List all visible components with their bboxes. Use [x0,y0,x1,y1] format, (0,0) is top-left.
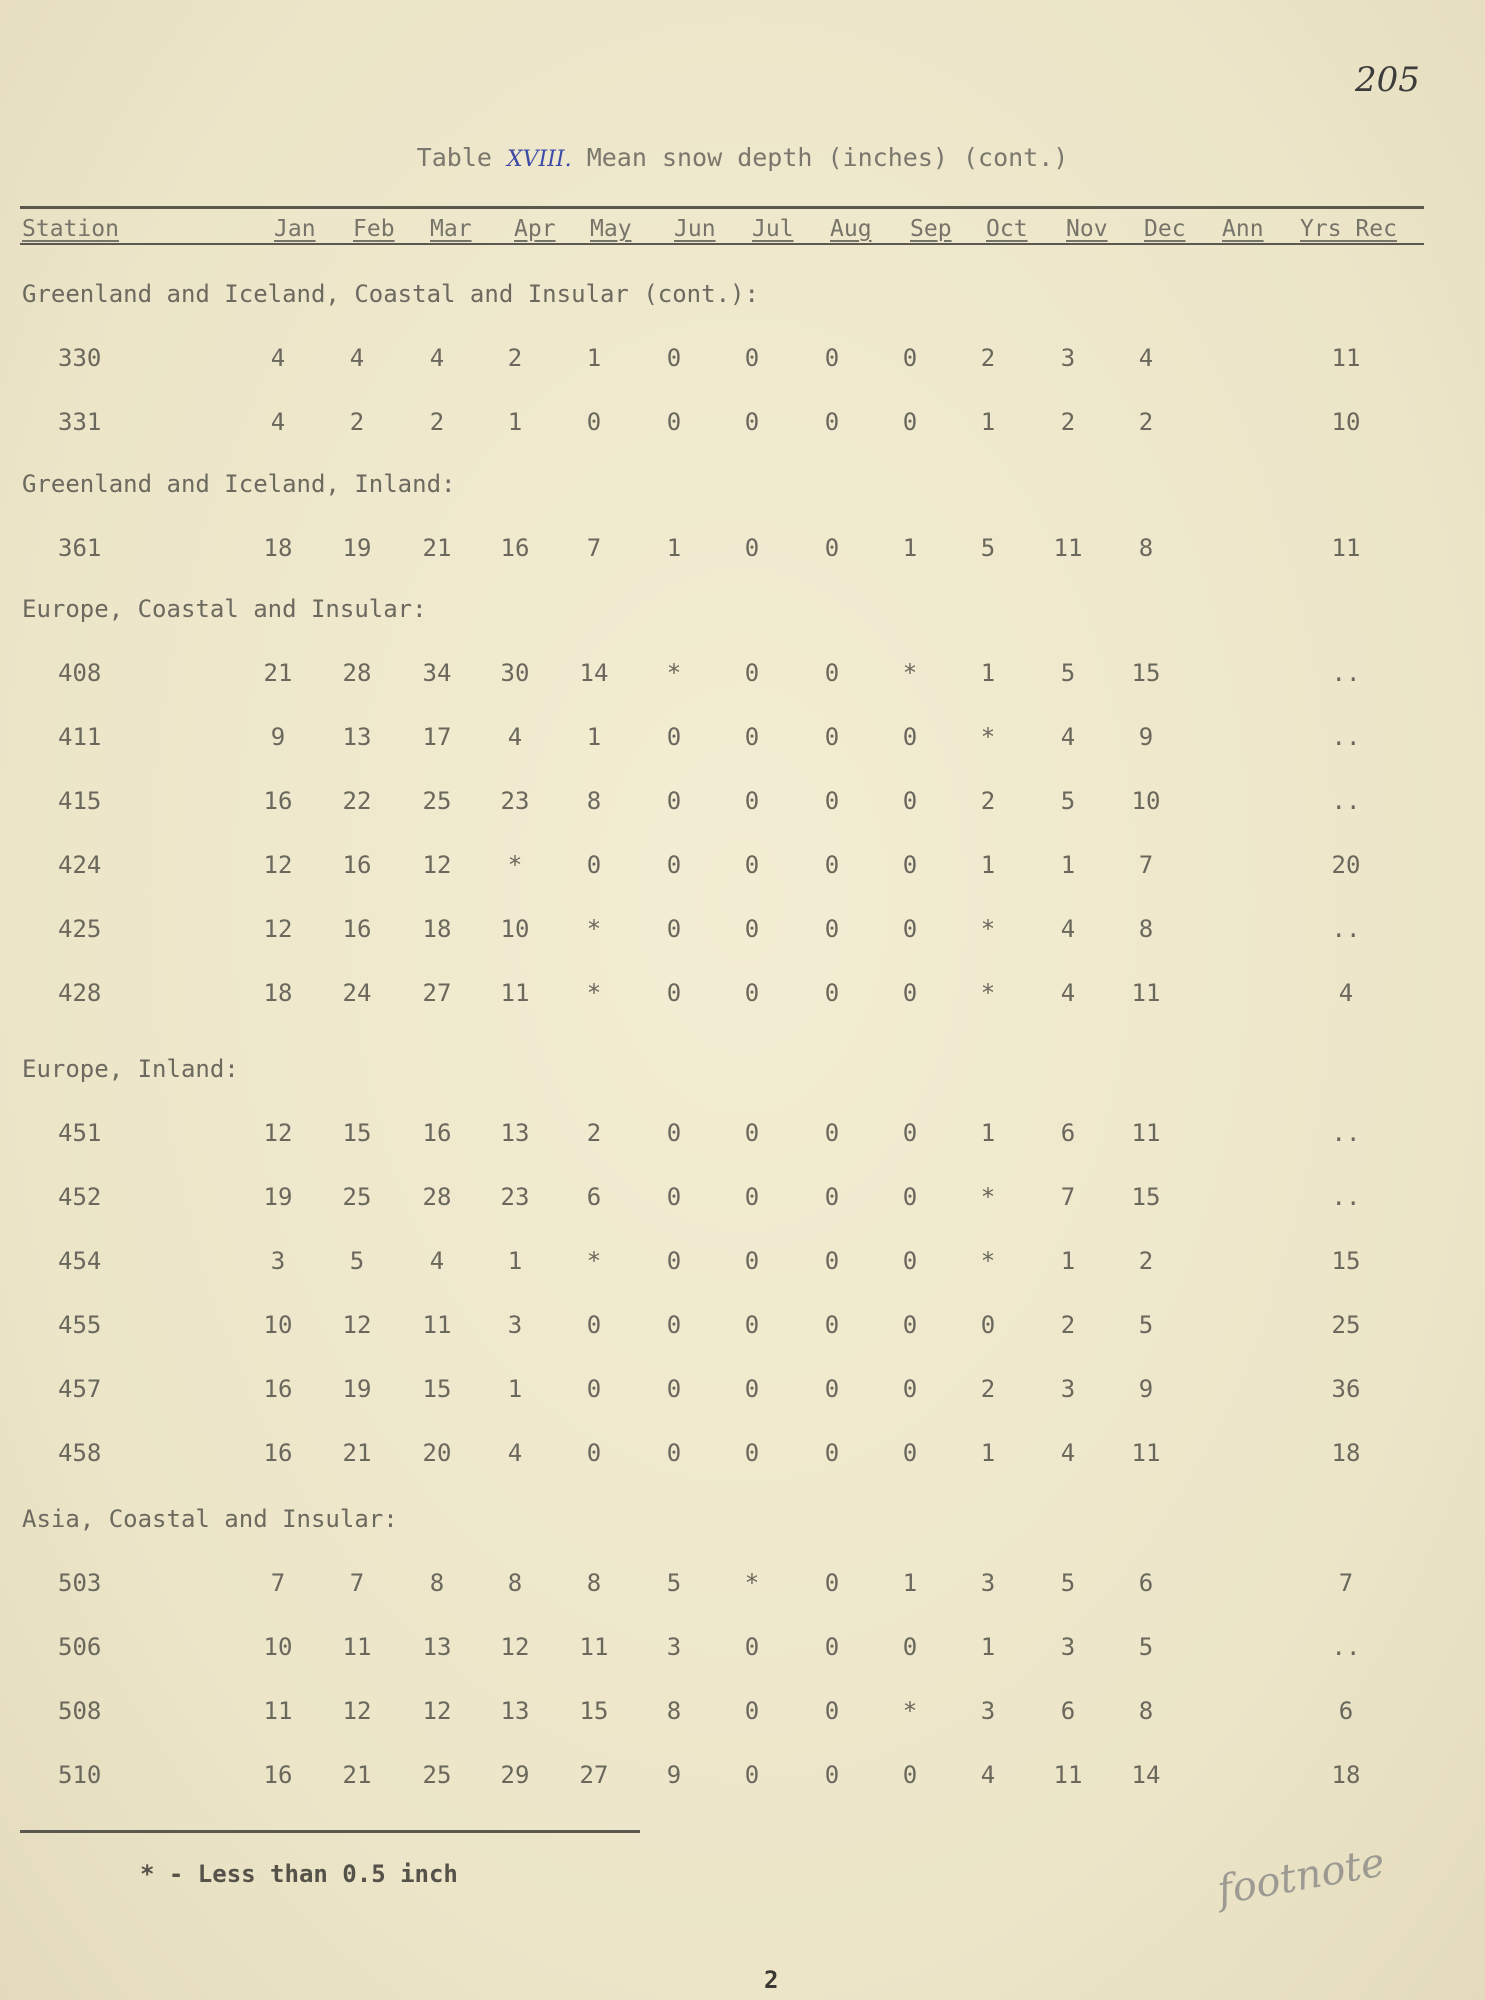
cell-nov: 4 [1060,1439,1076,1467]
cell-apr: 16 [500,534,530,562]
cell-oct: * [980,915,996,943]
cell-mar: 25 [422,787,452,815]
cell-mar: 15 [422,1375,452,1403]
cell-may: 6 [586,1183,602,1211]
cell-jan: 18 [263,979,293,1007]
station-id: 454 [58,1247,102,1275]
cell-yrs-rec: 7 [1338,1569,1354,1597]
cell-yrs-rec: 18 [1331,1761,1361,1789]
cell-may: 15 [579,1697,609,1725]
station-id: 455 [58,1311,102,1339]
cell-apr: 10 [500,915,530,943]
cell-yrs-rec: 15 [1331,1247,1361,1275]
cell-may: 0 [586,408,602,436]
cell-may: * [586,915,602,943]
cell-nov: 5 [1060,787,1076,815]
cell-sep: 0 [902,787,918,815]
cell-may: 1 [586,723,602,751]
cell-feb: 21 [342,1439,372,1467]
cell-feb: 19 [342,534,372,562]
cell-jan: 7 [270,1569,286,1597]
cell-mar: 17 [422,723,452,751]
column-header-jun: Jun [674,216,716,242]
cell-sep: * [902,659,918,687]
cell-jul: 0 [744,1247,760,1275]
cell-dec: 5 [1138,1311,1154,1339]
cell-aug: 0 [824,1633,840,1661]
cell-jun: 3 [666,1633,682,1661]
cell-yrs-rec: 36 [1331,1375,1361,1403]
station-id: 451 [58,1119,102,1147]
cell-jan: 16 [263,1761,293,1789]
table-title-numeral: XVIII. [507,147,572,172]
cell-apr: 13 [500,1697,530,1725]
cell-jul: 0 [744,851,760,879]
column-header-nov: Nov [1066,216,1108,242]
cell-nov: 5 [1060,1569,1076,1597]
cell-sep: 0 [902,1633,918,1661]
cell-aug: 0 [824,851,840,879]
cell-may: 11 [579,1633,609,1661]
cell-may: 0 [586,1375,602,1403]
cell-feb: 7 [349,1569,365,1597]
cell-jun: 0 [666,723,682,751]
cell-feb: 22 [342,787,372,815]
cell-aug: 0 [824,1569,840,1597]
column-header-feb: Feb [353,216,395,242]
cell-aug: 0 [824,1247,840,1275]
column-header-aug: Aug [830,216,872,242]
cell-nov: 11 [1053,1761,1083,1789]
cell-aug: 0 [824,1439,840,1467]
cell-yrs-rec: .. [1331,659,1361,687]
cell-aug: 0 [824,534,840,562]
column-header-sep: Sep [910,216,952,242]
cell-aug: 0 [824,1375,840,1403]
cell-dec: 11 [1131,1439,1161,1467]
cell-jul: 0 [744,1311,760,1339]
cell-jan: 9 [270,723,286,751]
cell-mar: 12 [422,851,452,879]
station-id: 411 [58,723,102,751]
cell-feb: 15 [342,1119,372,1147]
cell-mar: 34 [422,659,452,687]
cell-apr: 2 [507,344,523,372]
cell-nov: 1 [1060,851,1076,879]
cell-nov: 2 [1060,1311,1076,1339]
cell-jun: 0 [666,1183,682,1211]
page-number: 205 [1355,60,1420,100]
cell-oct: 1 [980,1439,996,1467]
cell-oct: * [980,1247,996,1275]
cell-jun: 8 [666,1697,682,1725]
cell-jun: 0 [666,787,682,815]
cell-nov: 7 [1060,1183,1076,1211]
station-id: 503 [58,1569,102,1597]
cell-sep: 0 [902,408,918,436]
cell-dec: 7 [1138,851,1154,879]
cell-mar: 28 [422,1183,452,1211]
cell-dec: 5 [1138,1633,1154,1661]
cell-aug: 0 [824,979,840,1007]
cell-jan: 11 [263,1697,293,1725]
cell-oct: 3 [980,1569,996,1597]
cell-apr: 4 [507,723,523,751]
cell-sep: * [902,1697,918,1725]
cell-oct: 4 [980,1761,996,1789]
cell-sep: 0 [902,1439,918,1467]
cell-feb: 12 [342,1311,372,1339]
cell-may: 1 [586,344,602,372]
cell-oct: 1 [980,1119,996,1147]
cell-jan: 12 [263,851,293,879]
cell-jan: 3 [270,1247,286,1275]
cell-oct: * [980,979,996,1007]
section-heading: Europe, Coastal and Insular: [22,595,427,623]
cell-dec: 8 [1138,1697,1154,1725]
cell-feb: 28 [342,659,372,687]
cell-nov: 5 [1060,659,1076,687]
header-rule-top [20,206,1424,209]
station-id: 415 [58,787,102,815]
station-id: 361 [58,534,102,562]
bottom-page-number: 2 [764,1966,779,1994]
section-heading: Asia, Coastal and Insular: [22,1505,398,1533]
section-heading: Greenland and Iceland, Coastal and Insular (cont.): [22,280,759,308]
cell-mar: 18 [422,915,452,943]
cell-jan: 10 [263,1633,293,1661]
cell-oct: 3 [980,1697,996,1725]
cell-aug: 0 [824,915,840,943]
header-rule-bottom [20,243,1424,245]
cell-nov: 3 [1060,1375,1076,1403]
cell-nov: 6 [1060,1119,1076,1147]
cell-may: 7 [586,534,602,562]
cell-jun: 0 [666,851,682,879]
cell-jun: 5 [666,1569,682,1597]
cell-aug: 0 [824,1119,840,1147]
cell-aug: 0 [824,659,840,687]
cell-jun: 0 [666,1439,682,1467]
cell-jun: 0 [666,1311,682,1339]
column-header-jul: Jul [752,216,794,242]
cell-apr: 11 [500,979,530,1007]
cell-yrs-rec: 10 [1331,408,1361,436]
cell-nov: 2 [1060,408,1076,436]
cell-jul: 0 [744,344,760,372]
cell-jan: 4 [270,344,286,372]
station-id: 424 [58,851,102,879]
cell-jun: * [666,659,682,687]
cell-nov: 3 [1060,1633,1076,1661]
cell-feb: 5 [349,1247,365,1275]
cell-jul: 0 [744,1633,760,1661]
column-header-jan: Jan [274,216,316,242]
cell-jul: 0 [744,408,760,436]
station-id: 330 [58,344,102,372]
cell-jul: 0 [744,1183,760,1211]
cell-dec: 9 [1138,723,1154,751]
cell-jan: 18 [263,534,293,562]
cell-aug: 0 [824,1183,840,1211]
cell-sep: 0 [902,1247,918,1275]
cell-jan: 12 [263,915,293,943]
cell-apr: 1 [507,1247,523,1275]
cell-oct: 5 [980,534,996,562]
cell-yrs-rec: .. [1331,1119,1361,1147]
cell-oct: 2 [980,787,996,815]
cell-may: 8 [586,1569,602,1597]
cell-feb: 4 [349,344,365,372]
cell-aug: 0 [824,723,840,751]
cell-mar: 25 [422,1761,452,1789]
cell-aug: 0 [824,787,840,815]
cell-mar: 2 [429,408,445,436]
section-heading: Greenland and Iceland, Inland: [22,470,456,498]
cell-nov: 4 [1060,723,1076,751]
cell-dec: 4 [1138,344,1154,372]
cell-feb: 16 [342,851,372,879]
cell-feb: 2 [349,408,365,436]
cell-apr: 13 [500,1119,530,1147]
table-title-text: Mean snow depth (inches) (cont.) [586,143,1069,172]
station-id: 452 [58,1183,102,1211]
cell-sep: 0 [902,1311,918,1339]
cell-aug: 0 [824,408,840,436]
cell-yrs-rec: 11 [1331,344,1361,372]
cell-feb: 11 [342,1633,372,1661]
cell-jun: 0 [666,344,682,372]
cell-jul: 0 [744,915,760,943]
cell-jan: 4 [270,408,286,436]
cell-nov: 3 [1060,344,1076,372]
cell-yrs-rec: 20 [1331,851,1361,879]
cell-jan: 16 [263,1375,293,1403]
cell-dec: 11 [1131,1119,1161,1147]
cell-sep: 0 [902,1119,918,1147]
cell-mar: 16 [422,1119,452,1147]
cell-jun: 0 [666,1119,682,1147]
cell-feb: 19 [342,1375,372,1403]
column-header-dec: Dec [1144,216,1186,242]
column-header-station: Station [22,216,119,242]
cell-jan: 19 [263,1183,293,1211]
cell-sep: 0 [902,344,918,372]
cell-feb: 21 [342,1761,372,1789]
cell-jul: 0 [744,1375,760,1403]
section-heading: Europe, Inland: [22,1055,239,1083]
station-id: 428 [58,979,102,1007]
column-header-yrs-rec: Yrs Rec [1300,216,1397,242]
cell-mar: 21 [422,534,452,562]
cell-jun: 0 [666,979,682,1007]
cell-oct: * [980,1183,996,1211]
cell-jul: 0 [744,1697,760,1725]
cell-yrs-rec: 4 [1338,979,1354,1007]
cell-mar: 13 [422,1633,452,1661]
cell-sep: 0 [902,723,918,751]
cell-dec: 11 [1131,979,1161,1007]
cell-yrs-rec: .. [1331,1183,1361,1211]
cell-apr: 1 [507,408,523,436]
cell-dec: 15 [1131,1183,1161,1211]
cell-may: 8 [586,787,602,815]
cell-jul: 0 [744,979,760,1007]
cell-sep: 0 [902,915,918,943]
cell-feb: 24 [342,979,372,1007]
cell-nov: 4 [1060,979,1076,1007]
cell-jul: 0 [744,723,760,751]
cell-sep: 0 [902,1375,918,1403]
cell-may: 14 [579,659,609,687]
cell-may: 27 [579,1761,609,1789]
cell-yrs-rec: .. [1331,1633,1361,1661]
cell-oct: 1 [980,1633,996,1661]
cell-jun: 0 [666,1247,682,1275]
cell-may: * [586,979,602,1007]
column-header-mar: Mar [430,216,472,242]
cell-jul: * [744,1569,760,1597]
column-header-may: May [590,216,632,242]
cell-apr: 23 [500,1183,530,1211]
cell-oct: 1 [980,851,996,879]
cell-jul: 0 [744,1439,760,1467]
cell-oct: 1 [980,408,996,436]
cell-dec: 15 [1131,659,1161,687]
cell-jan: 16 [263,1439,293,1467]
cell-jul: 0 [744,1761,760,1789]
cell-apr: 29 [500,1761,530,1789]
station-id: 331 [58,408,102,436]
station-id: 506 [58,1633,102,1661]
cell-dec: 2 [1138,408,1154,436]
cell-oct: 1 [980,659,996,687]
cell-nov: 1 [1060,1247,1076,1275]
cell-mar: 20 [422,1439,452,1467]
cell-aug: 0 [824,1311,840,1339]
cell-feb: 16 [342,915,372,943]
cell-yrs-rec: 25 [1331,1311,1361,1339]
cell-may: 0 [586,851,602,879]
cell-jun: 0 [666,408,682,436]
cell-dec: 8 [1138,915,1154,943]
cell-jan: 10 [263,1311,293,1339]
cell-apr: 1 [507,1375,523,1403]
cell-may: 0 [586,1311,602,1339]
cell-apr: 8 [507,1569,523,1597]
station-id: 408 [58,659,102,687]
cell-sep: 0 [902,1761,918,1789]
cell-sep: 1 [902,1569,918,1597]
cell-mar: 27 [422,979,452,1007]
cell-jul: 0 [744,659,760,687]
cell-aug: 0 [824,1761,840,1789]
station-id: 457 [58,1375,102,1403]
cell-sep: 1 [902,534,918,562]
cell-dec: 9 [1138,1375,1154,1403]
cell-feb: 12 [342,1697,372,1725]
table-title [0,143,1485,172]
cell-oct: * [980,723,996,751]
cell-jun: 9 [666,1761,682,1789]
table-title-prefix: Table [416,143,492,172]
cell-yrs-rec: .. [1331,787,1361,815]
cell-dec: 6 [1138,1569,1154,1597]
cell-yrs-rec: .. [1331,915,1361,943]
station-id: 458 [58,1439,102,1467]
cell-dec: 8 [1138,534,1154,562]
cell-feb: 13 [342,723,372,751]
cell-may: 0 [586,1439,602,1467]
footnote: * - Less than 0.5 inch [140,1860,458,1888]
cell-jun: 0 [666,915,682,943]
cell-sep: 0 [902,979,918,1007]
cell-yrs-rec: 18 [1331,1439,1361,1467]
cell-jul: 0 [744,534,760,562]
cell-mar: 4 [429,1247,445,1275]
cell-jun: 0 [666,1375,682,1403]
cell-sep: 0 [902,1183,918,1211]
cell-jan: 16 [263,787,293,815]
cell-nov: 11 [1053,534,1083,562]
cell-dec: 14 [1131,1761,1161,1789]
column-header-apr: Apr [514,216,556,242]
cell-mar: 11 [422,1311,452,1339]
cell-yrs-rec: .. [1331,723,1361,751]
cell-yrs-rec: 11 [1331,534,1361,562]
cell-feb: 25 [342,1183,372,1211]
cell-sep: 0 [902,851,918,879]
cell-jan: 21 [263,659,293,687]
cell-oct: 0 [980,1311,996,1339]
cell-apr: 23 [500,787,530,815]
cell-jul: 0 [744,1119,760,1147]
cell-apr: 30 [500,659,530,687]
cell-may: * [586,1247,602,1275]
cell-mar: 4 [429,344,445,372]
cell-dec: 10 [1131,787,1161,815]
cell-dec: 2 [1138,1247,1154,1275]
cell-may: 2 [586,1119,602,1147]
column-header-ann: Ann [1222,216,1264,242]
cell-oct: 2 [980,344,996,372]
cell-jul: 0 [744,787,760,815]
cell-jan: 12 [263,1119,293,1147]
cell-apr: 4 [507,1439,523,1467]
cell-mar: 8 [429,1569,445,1597]
cell-jun: 1 [666,534,682,562]
footnote-rule [20,1830,640,1833]
station-id: 508 [58,1697,102,1725]
cell-yrs-rec: 6 [1338,1697,1354,1725]
station-id: 425 [58,915,102,943]
station-id: 510 [58,1761,102,1789]
cell-apr: * [507,851,523,879]
cell-apr: 12 [500,1633,530,1661]
cell-aug: 0 [824,344,840,372]
cell-aug: 0 [824,1697,840,1725]
cell-apr: 3 [507,1311,523,1339]
cell-nov: 6 [1060,1697,1076,1725]
cell-nov: 4 [1060,915,1076,943]
column-header-oct: Oct [986,216,1028,242]
handwritten-margin-note: footnote [1214,1839,1389,1914]
cell-mar: 12 [422,1697,452,1725]
cell-oct: 2 [980,1375,996,1403]
